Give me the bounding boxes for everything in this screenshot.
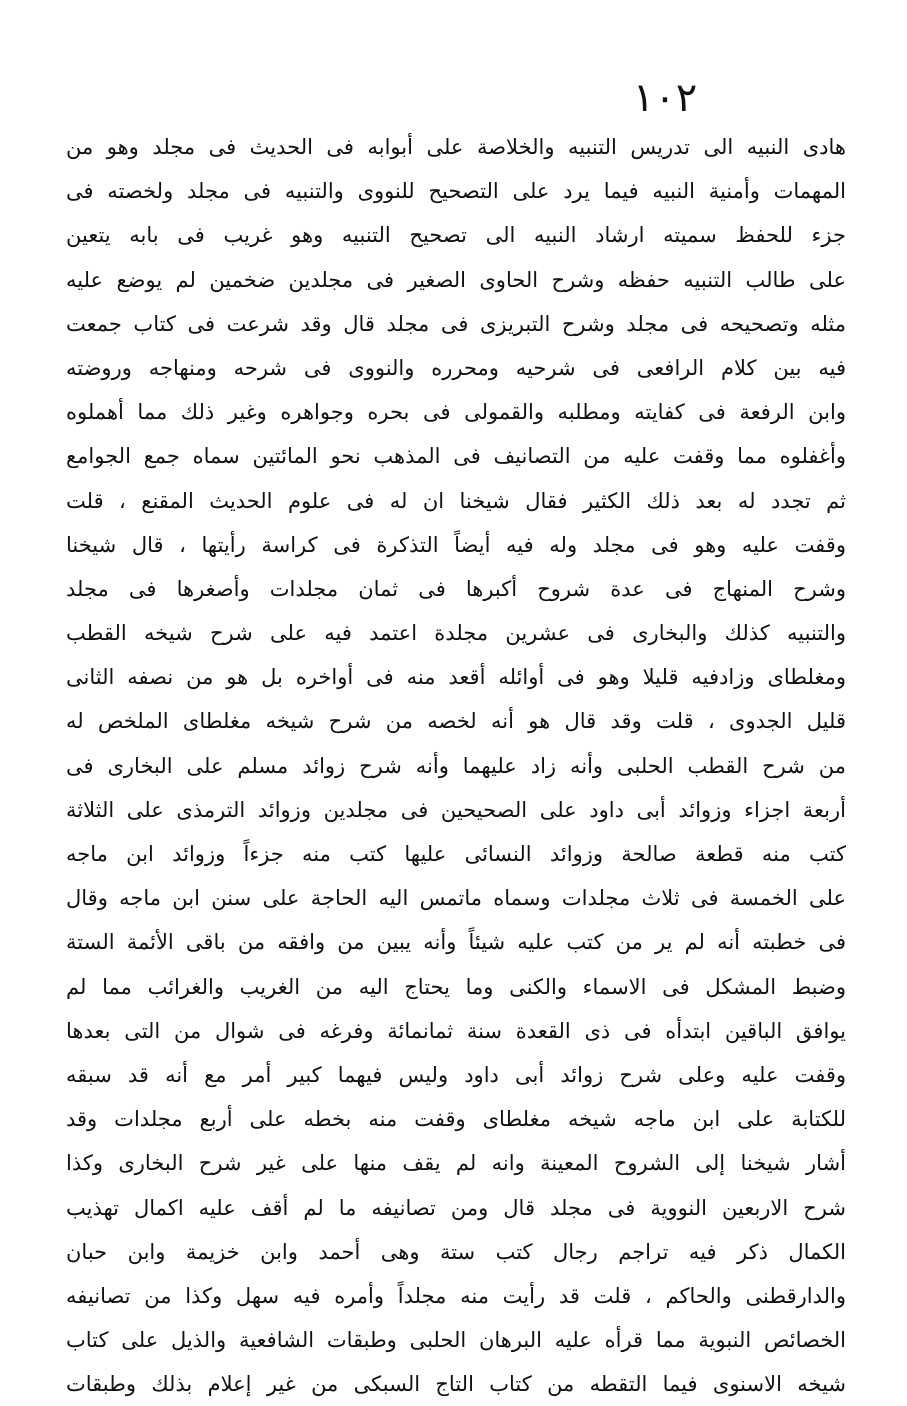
text-line: المهمات وأمنية النبيه فيما يرد على التصحيح للنووى والتنبيه فى مجلد ولخصته فى <box>66 179 846 204</box>
text-line: جزء للحفظ سميته ارشاد النبيه الى تصحيح التنبيه وهو غريب فى بابه يتعين <box>66 223 846 248</box>
text-line: وابن الرفعة فى كفايته ومطلبه والقمولى فى بحره وجواهره وغير ذلك مما أهملوه <box>66 400 846 425</box>
text-line: على الخمسة فى ثلاث مجلدات وسماه ماتمس اليه الحاجة على سنن ابن ماجه وقال <box>66 886 846 911</box>
text-line: وضبط المشكل فى الاسماء والكنى وما يحتاج اليه من الغريب والغرائب مما لم <box>66 974 846 999</box>
text-line: كتب منه قطعة صالحة وزوائد النسائى عليها كتب منه جزءاً وزوائد ابن ماجه <box>66 842 846 866</box>
text-line: قليل الجدوى ، قلت وقد قال هو أنه لخصه من شرح شيخه مغلطاى الملخص له <box>66 709 846 734</box>
text-line: أربعة اجزاء وزوائد أبى داود على الصحيحين فى مجلدين وزوائد الترمذى على الثلاثة <box>66 797 846 822</box>
text-line: وقفت عليه وهو فى مجلد وله فيه أيضاً التذكرة فى كراسة رأيتها ، قال شيخنا <box>66 532 846 557</box>
text-line: فى خطبته أنه لم ير من كتب عليه شيئاً وأنه يبين من وافقه من باقى الأئمة الستة <box>66 930 846 955</box>
text-line: مثله وتصحيحه فى مجلد وشرح التبريزى فى مجلد قال وقد شرعت فى كتاب جمعت <box>66 311 846 336</box>
text-line: والدارقطنى والحاكم ، قلت قد رأيت منه مجلداً وأمره فيه سهل وكذا من تصانيفه <box>66 1283 846 1308</box>
text-line: شيخه الاسنوى فيما التقطه من كتاب التاج السبكى من غير إعلام بذلك وطبقات <box>66 1372 846 1397</box>
text-line: وقفت عليه وعلى شرح زوائد أبى داود وليس فيهما كبير أمر مع أنه قد سبقه <box>66 1062 846 1087</box>
text-line: فيه بين كلام الرافعى فى شرحيه ومحرره والنووى فى شرحه ومنهاجه وروضته <box>66 355 846 380</box>
text-line: على طالب التنبيه حفظه وشرح الحاوى الصغير فى مجلدين ضخمين لم يوضع عليه <box>66 267 846 292</box>
text-line: شرح الاربعين النووية فى مجلد قال ومن تصانيفه ما لم أقف عليه اكمال تهذيب <box>66 1195 846 1220</box>
text-line: يوافق الباقين ابتدأه فى ذى القعدة سنة ثمانمائة وفرغه فى شوال من التى بعدها <box>66 1018 846 1043</box>
text-line: ثم تجدد له بعد ذلك الكثير فقال شيخنا ان له فى علوم الحديث المقنع ، قلت <box>66 488 846 513</box>
text-line: ومغلطاى وزادفيه قليلا وهو فى أوائله أقعد منه فى أواخره بل هو من نصفه الثانى <box>66 665 846 690</box>
page-number: ١٠٢ <box>632 75 698 121</box>
text-body <box>66 125 846 1406</box>
text-line: الخصائص النبوية مما قرأه عليه البرهان الحلبى وطبقات الشافعية والذيل على كتاب <box>66 1328 846 1353</box>
text-line: الكمال ذكر فيه تراجم رجال كتب ستة وهى أحمد وابن خزيمة وابن حبان <box>66 1239 846 1264</box>
text-line: وشرح المنهاج فى عدة شروح أكبرها فى ثمان مجلدات وأصغرها فى مجلد <box>66 576 846 601</box>
text-line: وأغفلوه مما وقفت عليه من التصانيف فى المذهب نحو المائتين سماه جمع الجوامع <box>66 444 846 469</box>
text-line: أشار شيخنا إلى الشروح المعينة وانه لم يقف منها على غير شرح البخارى وكذا <box>66 1151 846 1176</box>
text-line: للكتابة على ابن ماجه شيخه مغلطاى وقفت منه بخطه على أربع مجلدات وقد <box>66 1107 846 1132</box>
text-line: هادى النبيه الى تدريس التنبيه والخلاصة على أبوابه فى الحديث فى مجلد وهو من <box>66 135 846 159</box>
text-line: والتنبيه كذلك والبخارى فى عشرين مجلدة اعتمد فيه على شرح شيخه القطب <box>66 621 846 646</box>
text-line: من شرح القطب الحلبى وأنه زاد عليهما وأنه شرح زوائد مسلم على البخارى فى <box>66 753 846 778</box>
